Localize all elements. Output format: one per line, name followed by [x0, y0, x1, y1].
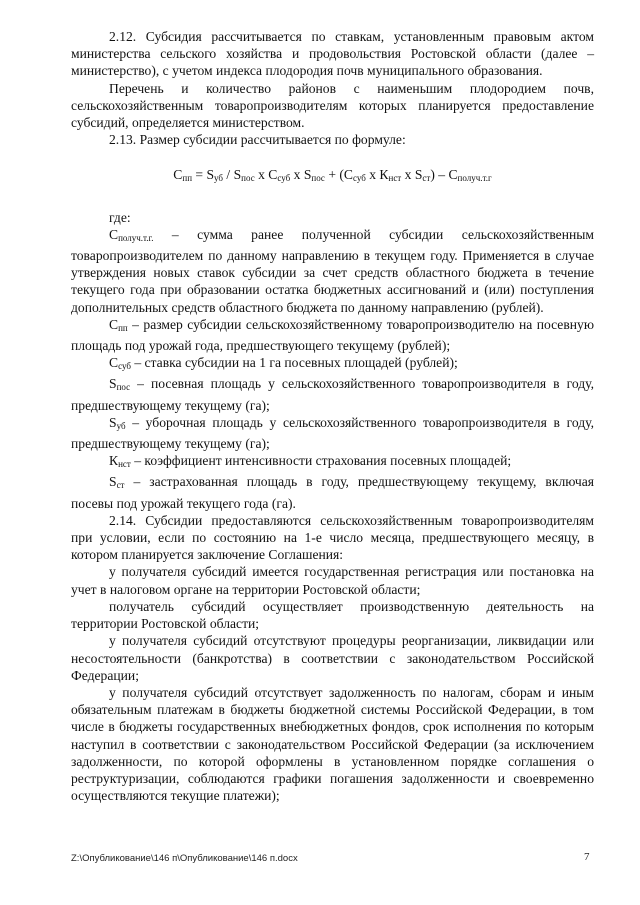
condition-activity: получатель субсидий осуществляет производственную деятельность на территории Ростовской области;	[71, 598, 594, 632]
where-label: где:	[109, 209, 131, 225]
formula-minus: ) – С	[430, 167, 458, 183]
formula-k-sub: нст	[388, 173, 402, 184]
condition-no-tax-debt: у получателя субсидий отсутствует задолженность по налогам, сборам и иным обязательным платежам в бюджеты бюджетной системы Российской Федерации, в том числе в бюджеты государственных внебюджетных фондов, срок исполнения по которым наступил в соответствии с законодательством Российской Федерации (за исключением задолженности, по которой оформлены в установленном порядке соглашения о реструктуризации, соблюдаются графики погашения задолженности и своевременно осуществляются текущие платежи);	[71, 684, 594, 804]
formula-c-rec-sub: получ.т.г	[457, 173, 492, 184]
paragraph-2-12: 2.12. Субсидия рассчитывается по ставкам, установленным правовым актом министерства сельского хозяйства и продовольствия Ростовской области (далее – министерство), с учетом индекса плодородия почв муниципального образования.	[71, 29, 594, 79]
def-symbol: С	[109, 316, 119, 332]
definition-c-received	[71, 226, 594, 316]
condition-registration: у получателя субсидий имеется государственная регистрация или постановка на учет в налоговом органе на территории Ростовской области;	[71, 564, 594, 597]
def-subscript: пп	[118, 322, 128, 333]
formula-s-pos2-sub: пос	[311, 173, 325, 184]
formula-c-sub2-sub: суб	[352, 173, 366, 184]
formula-s-ub-sub: уб	[214, 173, 224, 184]
formula-c-sub-sub: суб	[277, 173, 291, 184]
definition-s-pos	[71, 375, 594, 413]
formula-plus: + (С	[324, 167, 353, 183]
formula-eq: = S	[192, 167, 215, 183]
definition-s-st	[71, 473, 594, 511]
def-text: – уборочная площадь у сельскохозяйственного товаропроизводителя в году, предшествующему текущему (га);	[71, 414, 594, 452]
formula-div: / S	[223, 167, 242, 183]
def-text: – коэффициент интенсивности страхования посевных площадей;	[130, 453, 512, 469]
def-symbol: S	[109, 414, 117, 430]
formula-x4: x S	[401, 167, 423, 183]
footer-file-path: Z:\Опубликование\146 п\Опубликование\146 п.docx	[71, 853, 298, 864]
paragraph-2-14: 2.14. Субсидии предоставляются сельскохозяйственным товаропроизводителям при условии, если по состоянию на 1-е число месяца, предшествующего месяцу, в котором планируется заключение Соглашения:	[71, 512, 594, 563]
page-number: 7	[584, 851, 590, 863]
def-text: – сумма ранее полученной субсидии сельскохозяйственным товаропроизводителем по данному направлению в текущем году. Применяется в случае утверждения новых ставок субсидии за счет средств областного бюджета в течение текущего года при образовании остатка бюджетных ассигнований и (или) поступления дополнительных средств областного бюджета по данному направлению (рублей).	[71, 226, 594, 315]
definition-k-nst	[71, 452, 594, 473]
definition-s-ub	[71, 414, 594, 452]
condition-no-reorganization: у получателя субсидий отсутствуют процедуры реорганизации, ликвидации или несостоятельности (банкротства) в соответствии с законодательством Российской Федерации;	[71, 633, 594, 683]
formula-x2: x S	[290, 167, 312, 183]
formula-x1: x С	[254, 167, 278, 183]
definition-c-pp	[71, 316, 594, 354]
formula-c-pp: С	[173, 167, 183, 183]
formula-s-st-sub: ст	[422, 173, 431, 184]
subsidy-formula	[71, 166, 594, 187]
def-subscript: пос	[116, 382, 131, 393]
def-symbol: S	[109, 376, 117, 392]
formula-s-pos-sub: пос	[241, 173, 255, 184]
definition-c-sub	[71, 354, 594, 375]
def-subscript: уб	[116, 420, 126, 431]
def-symbol: С	[109, 226, 119, 242]
def-subscript: ст	[116, 480, 125, 491]
def-text: – застрахованная площадь в году, предшествующему текущему, включая посевы под урожай текущего года (га).	[71, 474, 594, 511]
document-body	[71, 28, 594, 804]
def-symbol: С	[109, 355, 119, 371]
def-text: – размер субсидии сельскохозяйственному товаропроизводителю на посевную площадь под урожай года, предшествующего текущему (рублей);	[71, 316, 594, 354]
formula-x3: x К	[365, 167, 389, 183]
formula-c-pp-sub: пп	[182, 173, 193, 184]
paragraph-districts: Перечень и количество районов с наименьшим плодородием почв, сельскохозяйственным товаропроизводителям которых планируется предоставление субсидий, определяется министерством.	[71, 80, 594, 131]
paragraph-2-13: 2.13. Размер субсидии рассчитывается по формуле:	[109, 132, 406, 148]
def-subscript: нст	[118, 459, 131, 470]
def-text: – ставка субсидии на 1 га посевных площадей (рублей);	[130, 355, 458, 371]
def-subscript: суб	[118, 361, 131, 372]
def-subscript: получ.т.г.	[118, 232, 154, 243]
def-symbol: К	[109, 453, 119, 469]
def-text: – посевная площадь у сельскохозяйственного товаропроизводителя в году, предшествующему текущему (га);	[71, 376, 594, 413]
def-symbol: S	[109, 474, 117, 490]
